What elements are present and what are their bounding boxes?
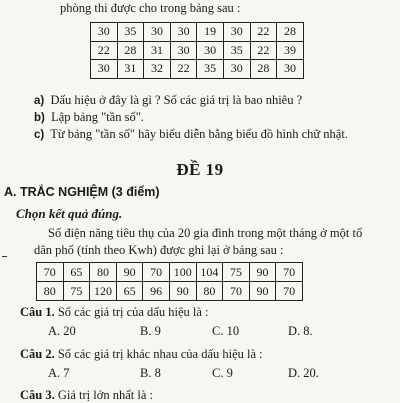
scores-table: [90, 22, 304, 79]
table-cell: 65: [116, 282, 143, 301]
table-cell: 35: [197, 60, 224, 79]
table-cell: 30: [223, 60, 250, 79]
table-cell: 90: [249, 282, 276, 301]
section-title: A. TRẮC NGHIỆM (3 điểm): [4, 185, 160, 199]
table-cell: 90: [116, 263, 143, 282]
table-cell: 100: [169, 263, 196, 282]
table-cell: 30: [91, 60, 118, 79]
table-cell: 28: [250, 60, 277, 79]
instruction: Chọn kết quả đúng.: [16, 206, 123, 221]
option-d[interactable]: D. 8.: [288, 324, 313, 338]
question-text: Từ bảng "tần số" hãy biểu diễn bằng biểu đồ hình chữ nhật.: [50, 127, 348, 141]
table-cell: 22: [250, 23, 277, 42]
table-cell: 22: [250, 41, 277, 60]
problem-line-2: dân phố (tính theo Kwh) được ghi lại ở bảng sau :: [34, 243, 284, 257]
table-cell: 90: [249, 263, 276, 282]
table-cell: 104: [196, 263, 223, 282]
question-label: c): [34, 129, 45, 141]
mcq-text: Số các giá trị khác nhau của dấu hiệu là :: [57, 347, 263, 361]
question-c: [34, 126, 348, 143]
table-cell: 30: [170, 23, 197, 42]
mcq-question-2: [20, 346, 263, 362]
table-cell: 22: [91, 41, 118, 60]
mcq-question-1: [20, 304, 209, 320]
table-cell: 65: [63, 263, 90, 282]
table-cell: 70: [276, 263, 303, 282]
table-cell: 30: [277, 60, 304, 79]
option-b[interactable]: B. 8: [140, 366, 161, 380]
mcq-text: Số các giá trị của dấu hiệu là :: [57, 305, 209, 319]
table-row: [37, 263, 303, 282]
intro-line: phòng thi được cho trong bảng sau :: [60, 1, 241, 15]
table-row: [91, 60, 304, 79]
problem-line-1: Số điện năng tiêu thụ của 20 gia đình trong một tháng ở một tổ: [48, 226, 363, 240]
table-cell: 70: [37, 263, 64, 282]
table-cell: 30: [223, 23, 250, 42]
option-c[interactable]: C. 10: [212, 324, 240, 338]
table-cell: 80: [196, 282, 223, 301]
question-label: a): [34, 95, 45, 107]
table-cell: 31: [144, 41, 171, 60]
table-row: [91, 41, 304, 60]
option-a[interactable]: A. 20: [48, 324, 76, 338]
table-cell: 30: [197, 41, 224, 60]
table-cell: 35: [223, 41, 250, 60]
table-cell: 28: [277, 23, 304, 42]
question-text: Dấu hiệu ở đây là gì ? Số các giá trị là bao nhiêu ?: [50, 93, 303, 107]
table-cell: 80: [37, 282, 64, 301]
option-d[interactable]: D. 20.: [288, 366, 319, 380]
mcq-label: Câu 1.: [20, 305, 55, 319]
question-b: [34, 109, 144, 126]
question-text: Lập bảng "tần số".: [51, 110, 144, 124]
table-cell: 70: [276, 282, 303, 301]
table-cell: 32: [144, 60, 171, 79]
table-cell: 96: [143, 282, 170, 301]
table-cell: 70: [223, 282, 250, 301]
table-cell: 70: [143, 263, 170, 282]
mcq-label: Câu 3.: [20, 388, 55, 402]
option-b[interactable]: B. 9: [140, 324, 161, 338]
table-cell: 75: [63, 282, 90, 301]
table-cell: 30: [170, 41, 197, 60]
table-row: [91, 23, 304, 42]
table-cell: 30: [91, 23, 118, 42]
mcq-text: Giá trị lớn nhất là :: [57, 388, 153, 402]
table-cell: 120: [90, 282, 117, 301]
question-a: [34, 92, 302, 109]
table-cell: 22: [170, 60, 197, 79]
table-cell: 80: [90, 263, 117, 282]
table-cell: 35: [117, 23, 144, 42]
table-cell: 30: [144, 23, 171, 42]
table-cell: 28: [117, 41, 144, 60]
table-cell: 31: [117, 60, 144, 79]
table-cell: 19: [197, 23, 224, 42]
option-c[interactable]: C. 9: [212, 366, 233, 380]
table-cell: 90: [169, 282, 196, 301]
option-a[interactable]: A. 7: [48, 366, 70, 380]
electricity-table: [36, 262, 303, 301]
table-row: [37, 282, 303, 301]
table-cell: 39: [277, 41, 304, 60]
mcq-label: Câu 2.: [20, 347, 55, 361]
table-cell: 75: [223, 263, 250, 282]
question-label: b): [34, 112, 45, 124]
exam-title: ĐỀ 19: [176, 160, 224, 179]
margin-mark: [2, 256, 7, 257]
mcq-question-3: [20, 387, 153, 403]
